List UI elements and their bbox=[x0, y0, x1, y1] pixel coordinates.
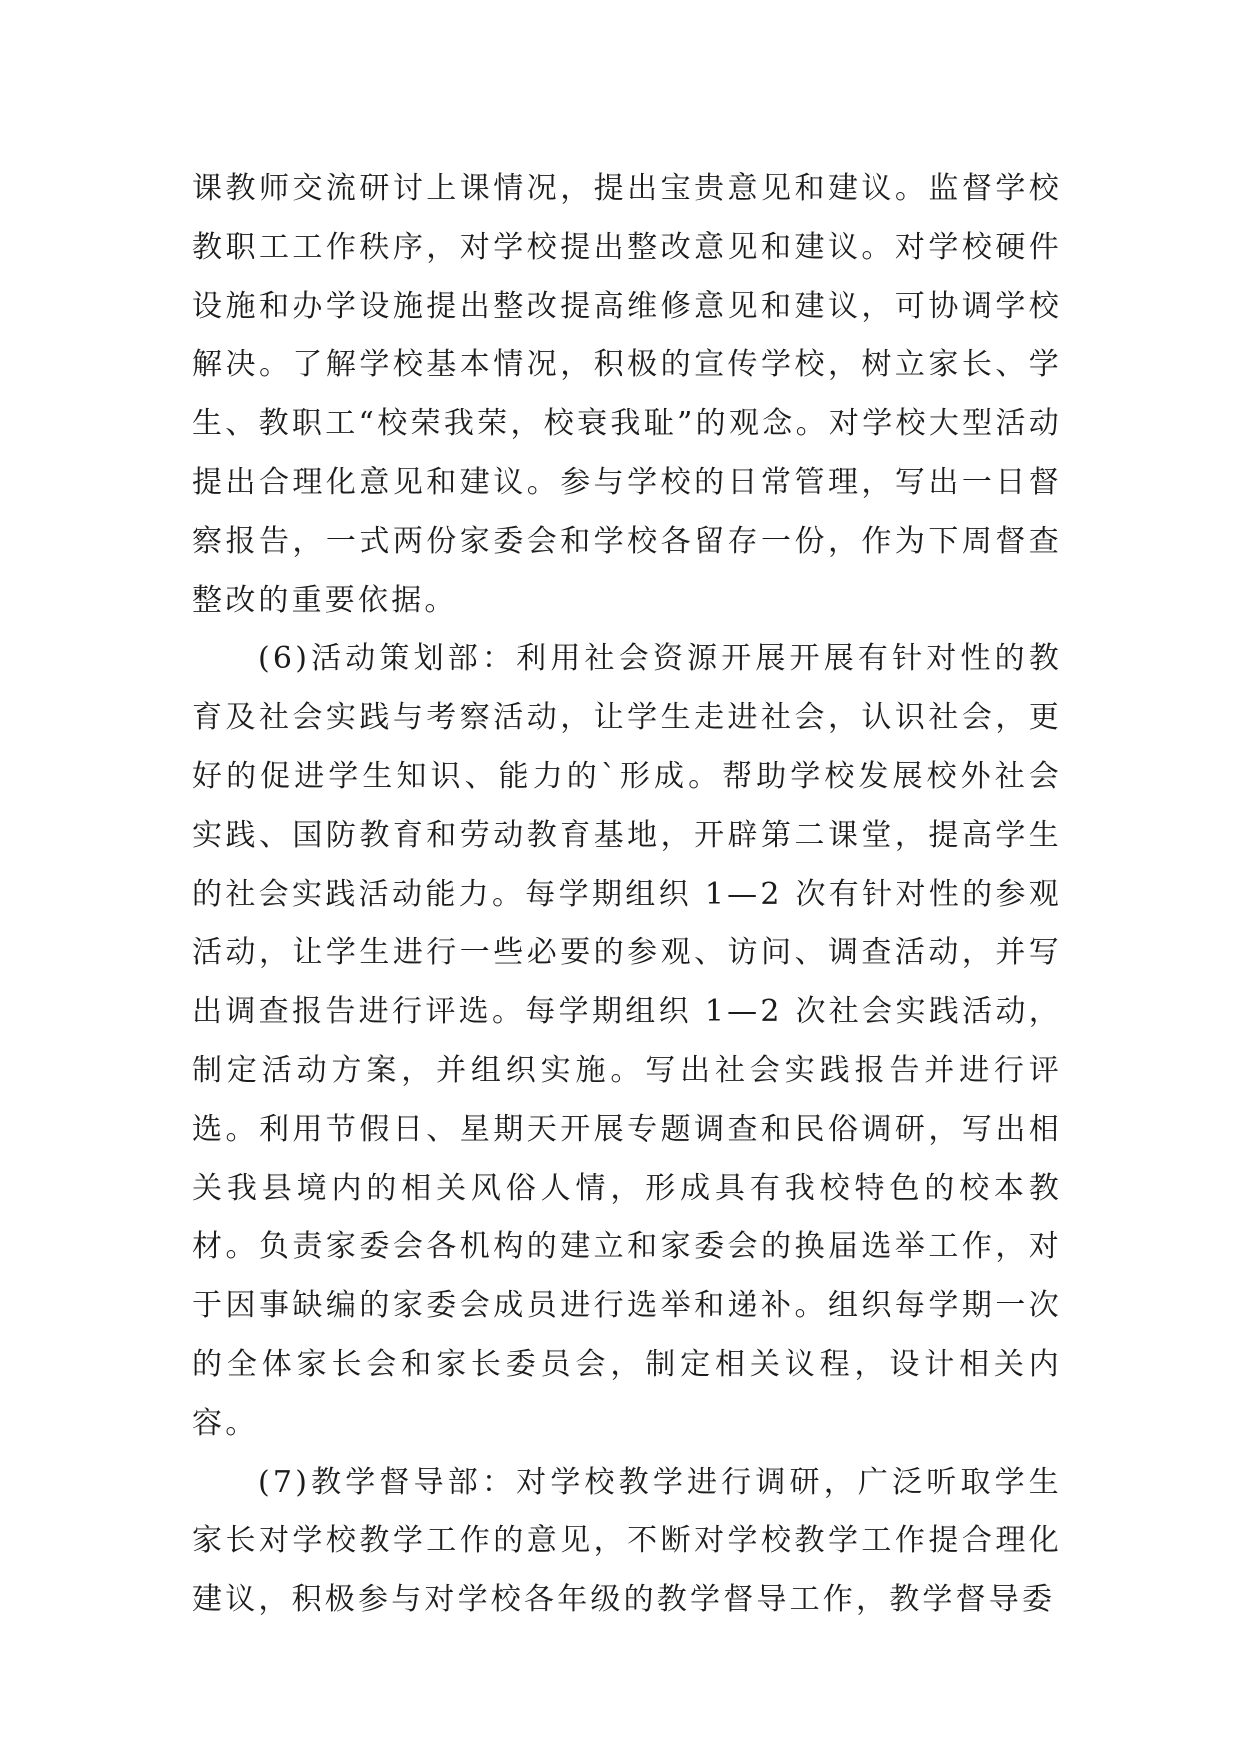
paragraph-activity-planning: (6)活动策划部：利用社会资源开展开展有针对性的教育及社会实践与考察活动，让学生走进社会，认识社会，更好的促进学生知识、能力的`形成。帮助学校发展校外社会实践、国防教育和劳动教育基地，开辟第二课堂，提高学生的社会实践活动能力。每学期组织 1—2 次有针对性的参观活动，让学生进行一些必要的参观、访问、调查活动，并写出调查报告进行评选。每学期组织 1—2 次社会实践活动，制定活动方案，并组织实施。写出社会实践报告并进行评选。利用节假日、星期天开展专题调查和民俗调研，写出相关我县境内的相关风俗人情，形成具有我校特色的校本教材。负责家委会各机构的建立和家委会的换届选举工作，对于因事缺编的家委会成员进行选举和递补。组织每学期一次的全体家长会和家长委员会，制定相关议程，设计相关内容。 bbox=[192, 641, 1062, 1441]
document-body bbox=[192, 160, 1062, 1630]
paragraph-teaching-supervision: (7)教学督导部：对学校教学进行调研，广泛听取学生家长对学校教学工作的意见，不断对学校教学工作提合理化建议，积极参与对学校各年级的教学督导工作，教学督导委 bbox=[192, 1464, 1062, 1618]
paragraph-continuation: 课教师交流研讨上课情况，提出宝贵意见和建议。监督学校教职工工作秩序，对学校提出整改意见和建议。对学校硬件设施和办学设施提出整改提高维修意见和建议，可协调学校解决。了解学校基本情况，积极的宣传学校，树立家长、学生、教职工“校荣我荣，校衰我耻”的观念。对学校大型活动提出合理化意见和建议。参与学校的日常管理，写出一日督察报告，一式两份家委会和学校各留存一份，作为下周督查整改的重要依据。 bbox=[192, 171, 1062, 618]
